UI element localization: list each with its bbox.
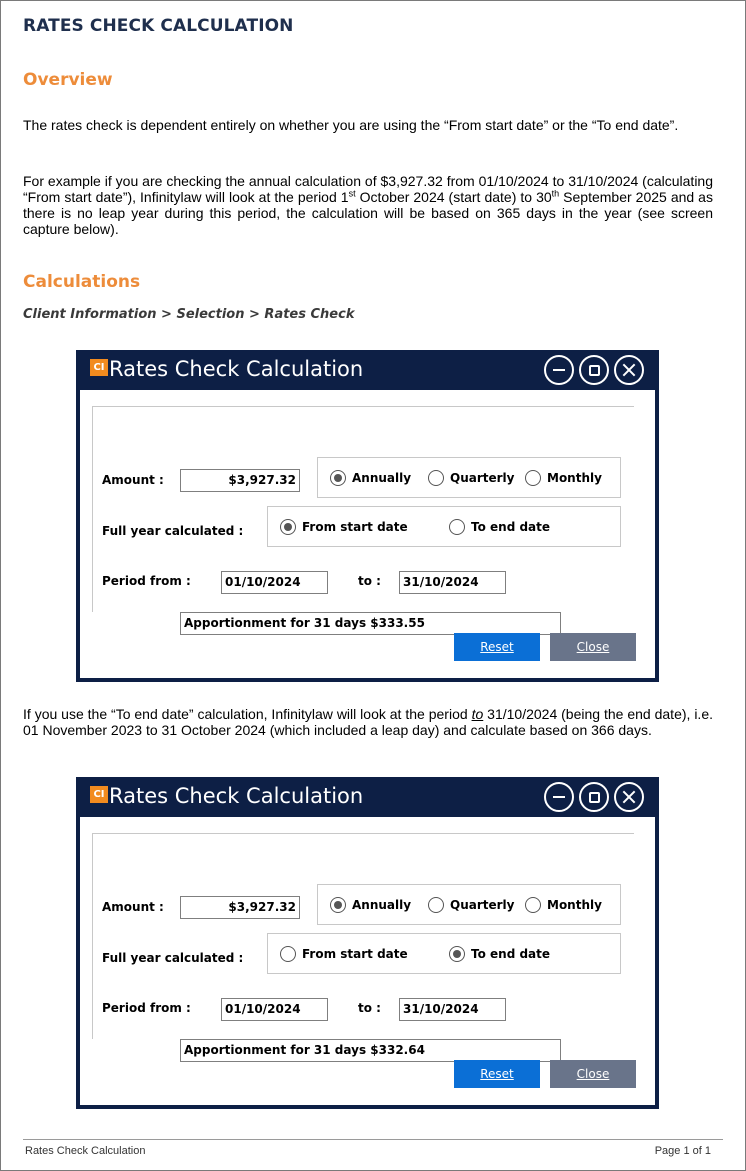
- calculations-paragraph-part-a: If you use the “To end date” calculation, Infinitylaw will look at the period: [23, 706, 472, 722]
- close-icon[interactable]: [614, 782, 644, 812]
- amount-label: Amount :: [102, 473, 164, 487]
- radio-label: From start date: [302, 947, 408, 961]
- radio-dot: [428, 470, 444, 486]
- full-year-label: Full year calculated :: [102, 524, 244, 538]
- frequency-group: [317, 457, 621, 498]
- ordinal-th: th: [551, 188, 560, 199]
- rates-check-dialog-1: [76, 350, 659, 682]
- frame-divider: [92, 833, 634, 834]
- period-to-label: to :: [358, 574, 381, 588]
- calculations-paragraph-part-b: 31/10/2024 (being the end date), i.e. 01 November 2023 to 31 October 2024 (which included a leap day) and calculate based on 366 days.: [23, 706, 714, 738]
- dialog-title: Rates Check Calculation: [109, 357, 364, 381]
- radio-dot: [449, 946, 465, 962]
- footer-title: Rates Check Calculation: [25, 1145, 146, 1157]
- overview-heading: Overview: [23, 70, 113, 90]
- radio-dot: [428, 897, 444, 913]
- radio-dot: [449, 519, 465, 535]
- period-to-field[interactable]: 31/10/2024: [399, 571, 506, 594]
- emphasis-to: to: [471, 706, 484, 722]
- overview-paragraph-1: The rates check is dependent entirely on whether you are using the “From start date” or the “To end date”.: [23, 117, 679, 133]
- maximize-icon[interactable]: [579, 782, 609, 812]
- period-to-field[interactable]: 31/10/2024: [399, 998, 506, 1021]
- page-number: Page 1 of 1: [654, 1145, 711, 1157]
- overview-paragraph-2-part-b: October 2024 (start date) to 30: [355, 189, 552, 205]
- frame-divider: [92, 406, 634, 407]
- maximize-icon[interactable]: [579, 355, 609, 385]
- radio-monthly[interactable]: [525, 470, 602, 486]
- calculations-paragraph: [23, 706, 713, 738]
- full-year-group: [267, 933, 621, 974]
- document-title: RATES CHECK CALCULATION: [23, 16, 294, 36]
- dialog-body: [80, 390, 655, 678]
- period-to-label: to :: [358, 1001, 381, 1015]
- radio-label: Monthly: [547, 471, 602, 485]
- radio-label: Annually: [352, 898, 412, 912]
- dialog-titlebar[interactable]: [80, 777, 655, 817]
- dialog-titlebar[interactable]: [80, 350, 655, 390]
- radio-dot: [280, 946, 296, 962]
- minimize-icon[interactable]: [544, 355, 574, 385]
- radio-dot: [280, 519, 296, 535]
- close-icon[interactable]: [614, 355, 644, 385]
- period-from-label: Period from :: [102, 1001, 191, 1015]
- radio-label: Monthly: [547, 898, 602, 912]
- reset-button[interactable]: Reset: [454, 1060, 540, 1088]
- radio-annually[interactable]: [330, 897, 411, 913]
- reset-button[interactable]: Reset: [454, 633, 540, 661]
- period-from-label: Period from :: [102, 574, 191, 588]
- close-button[interactable]: Close: [550, 1060, 636, 1088]
- rates-check-dialog-2: [76, 777, 659, 1109]
- footer-divider: [23, 1139, 723, 1140]
- radio-dot: [330, 470, 346, 486]
- period-from-field[interactable]: 01/10/2024: [221, 998, 328, 1021]
- frame-divider: [92, 406, 93, 612]
- radio-dot: [525, 897, 541, 913]
- radio-dot: [330, 897, 346, 913]
- full-year-label: Full year calculated :: [102, 951, 244, 965]
- radio-label: To end date: [471, 520, 551, 534]
- radio-quarterly[interactable]: [428, 470, 515, 486]
- radio-label: Annually: [352, 471, 412, 485]
- radio-label: Quarterly: [450, 471, 515, 485]
- radio-label: To end date: [471, 947, 551, 961]
- overview-paragraph-2: [23, 173, 713, 237]
- radio-to-end-date[interactable]: [449, 519, 550, 535]
- amount-label: Amount :: [102, 900, 164, 914]
- ci-logo-icon: CI: [90, 786, 108, 803]
- apportionment-field: Apportionment for 31 days $333.55: [180, 612, 561, 635]
- radio-label: From start date: [302, 520, 408, 534]
- breadcrumb: Client Information > Selection > Rates Check: [23, 307, 355, 322]
- ordinal-st: st: [348, 188, 356, 199]
- radio-quarterly[interactable]: [428, 897, 515, 913]
- overview-paragraph-2-part-c: September 2025 and as there is no leap year during this period, the calculation will be based on 365 days in the year (see screen capture below).: [23, 189, 713, 237]
- radio-from-start-date[interactable]: [280, 519, 408, 535]
- radio-monthly[interactable]: [525, 897, 602, 913]
- full-year-group: [267, 506, 621, 547]
- minimize-icon[interactable]: [544, 782, 574, 812]
- radio-label: Quarterly: [450, 898, 515, 912]
- close-button[interactable]: Close: [550, 633, 636, 661]
- frame-divider: [92, 833, 93, 1039]
- dialog-title: Rates Check Calculation: [109, 784, 364, 808]
- radio-annually[interactable]: [330, 470, 411, 486]
- amount-field[interactable]: $3,927.32: [180, 896, 300, 919]
- radio-dot: [525, 470, 541, 486]
- apportionment-field: Apportionment for 31 days $332.64: [180, 1039, 561, 1062]
- radio-from-start-date[interactable]: [280, 946, 408, 962]
- period-from-field[interactable]: 01/10/2024: [221, 571, 328, 594]
- dialog-body: [80, 817, 655, 1105]
- radio-to-end-date[interactable]: [449, 946, 550, 962]
- ci-logo-icon: CI: [90, 359, 108, 376]
- frequency-group: [317, 884, 621, 925]
- calculations-heading: Calculations: [23, 272, 141, 292]
- amount-field[interactable]: $3,927.32: [180, 469, 300, 492]
- overview-paragraph-2-part-a: For example if you are checking the annual calculation of $3,927.32 from 01/10/2024 to 31/10/2024 (calculating “From start date”), Infinitylaw will look at the period 1: [23, 173, 713, 205]
